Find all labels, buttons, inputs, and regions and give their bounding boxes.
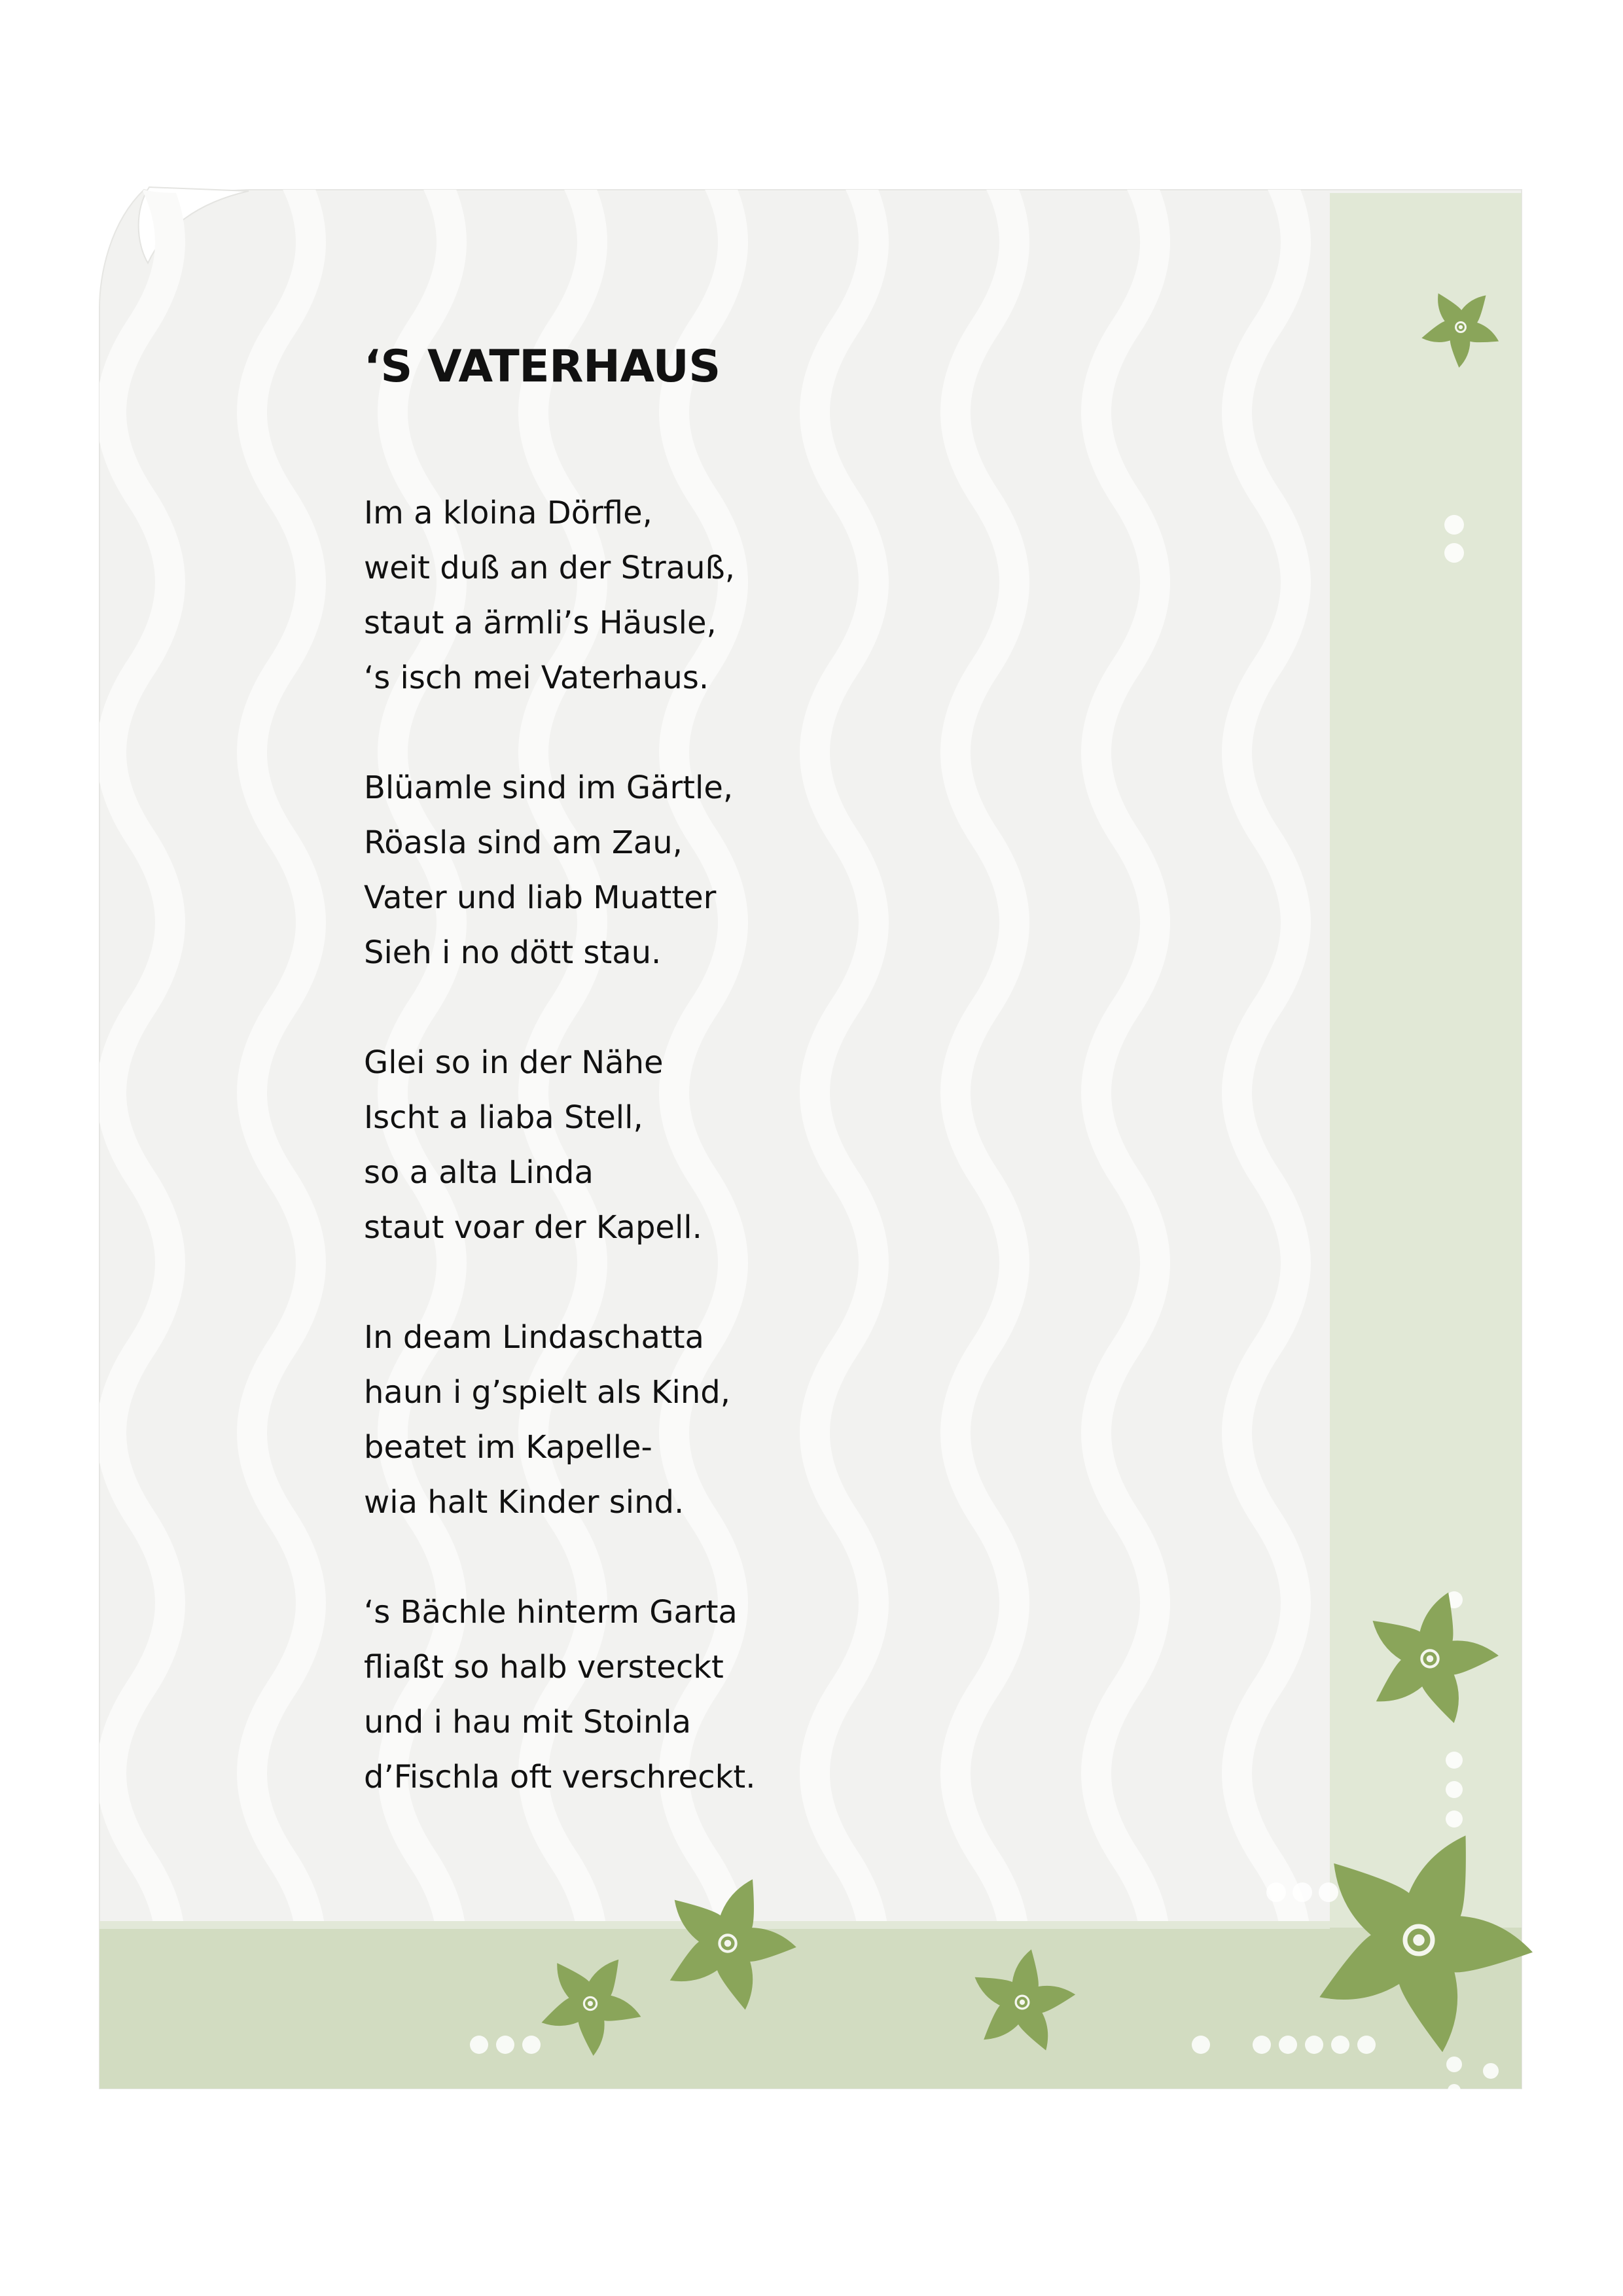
verse-line: d’Fischla oft verschreckt. (364, 1758, 756, 1795)
verse-line: fliaßt so halb versteckt (364, 1648, 724, 1686)
verse-line: ‘s isch mei Vaterhaus. (364, 659, 709, 696)
verse-line: beatet im Kapelle- (364, 1428, 652, 1466)
dot-icon (1446, 1810, 1463, 1828)
verse-line: Vater und liab Muatter (364, 879, 717, 916)
dot-icon (1444, 515, 1464, 535)
verse-line: ‘s Bächle hinterm Garta (364, 1593, 738, 1631)
dot-icon (1266, 1882, 1286, 1902)
dot-icon (1446, 1781, 1463, 1798)
verse-line: haun i g’spielt als Kind, (364, 1373, 730, 1411)
right-band (1330, 193, 1522, 2089)
poem (364, 340, 1280, 1860)
dot-icon (1448, 2084, 1461, 2097)
dot-icon (1192, 2036, 1210, 2054)
dot-icon (470, 2036, 488, 2054)
verse-line: Im a kloina Dörfle, (364, 494, 652, 531)
stanza (364, 760, 1280, 980)
dot-icon (1446, 2057, 1462, 2072)
dot-icon (1357, 2036, 1376, 2054)
bottom-band (99, 1928, 1522, 2089)
dot-icon (496, 2036, 514, 2054)
verse-line: Glei so in der Nähe (364, 1044, 664, 1081)
dot-icon (1279, 2036, 1297, 2054)
dot-icon (1253, 2036, 1271, 2054)
verse-line: Ischt a liaba Stell, (364, 1099, 643, 1136)
verse-line: und i hau mit Stoinla (364, 1703, 692, 1740)
dot-icon (522, 2036, 541, 2054)
dot-icon (1319, 1882, 1338, 1902)
stanza (364, 1310, 1280, 1530)
poem-title: ‘S VATERHAUS (364, 341, 721, 393)
verse-line: In deam Lindaschatta (364, 1318, 704, 1356)
dot-icon (1483, 2063, 1499, 2079)
dot-icon (1305, 2036, 1323, 2054)
dot-icon (1293, 1882, 1312, 1902)
verse-line: staut voar der Kapell. (364, 1209, 702, 1246)
verse-line: weit duß an der Strauß, (364, 549, 736, 586)
stanza (364, 1035, 1280, 1255)
verse-line: so a alta Linda (364, 1154, 594, 1191)
stanza (364, 1585, 1280, 1805)
verse-line: Röasla sind am Zau, (364, 824, 683, 861)
poem-body (364, 486, 1280, 1805)
verse-line: staut a ärmli’s Häusle, (364, 604, 717, 641)
dot-icon (1446, 1752, 1463, 1769)
verse-line: wia halt Kinder sind. (364, 1483, 685, 1521)
dot-icon (1444, 543, 1464, 563)
dot-icon (1331, 2036, 1349, 2054)
verse-line: Blüamle sind im Gärtle, (364, 769, 734, 806)
verse-line: Sieh i no dött stau. (364, 934, 662, 971)
stanza (364, 486, 1280, 705)
